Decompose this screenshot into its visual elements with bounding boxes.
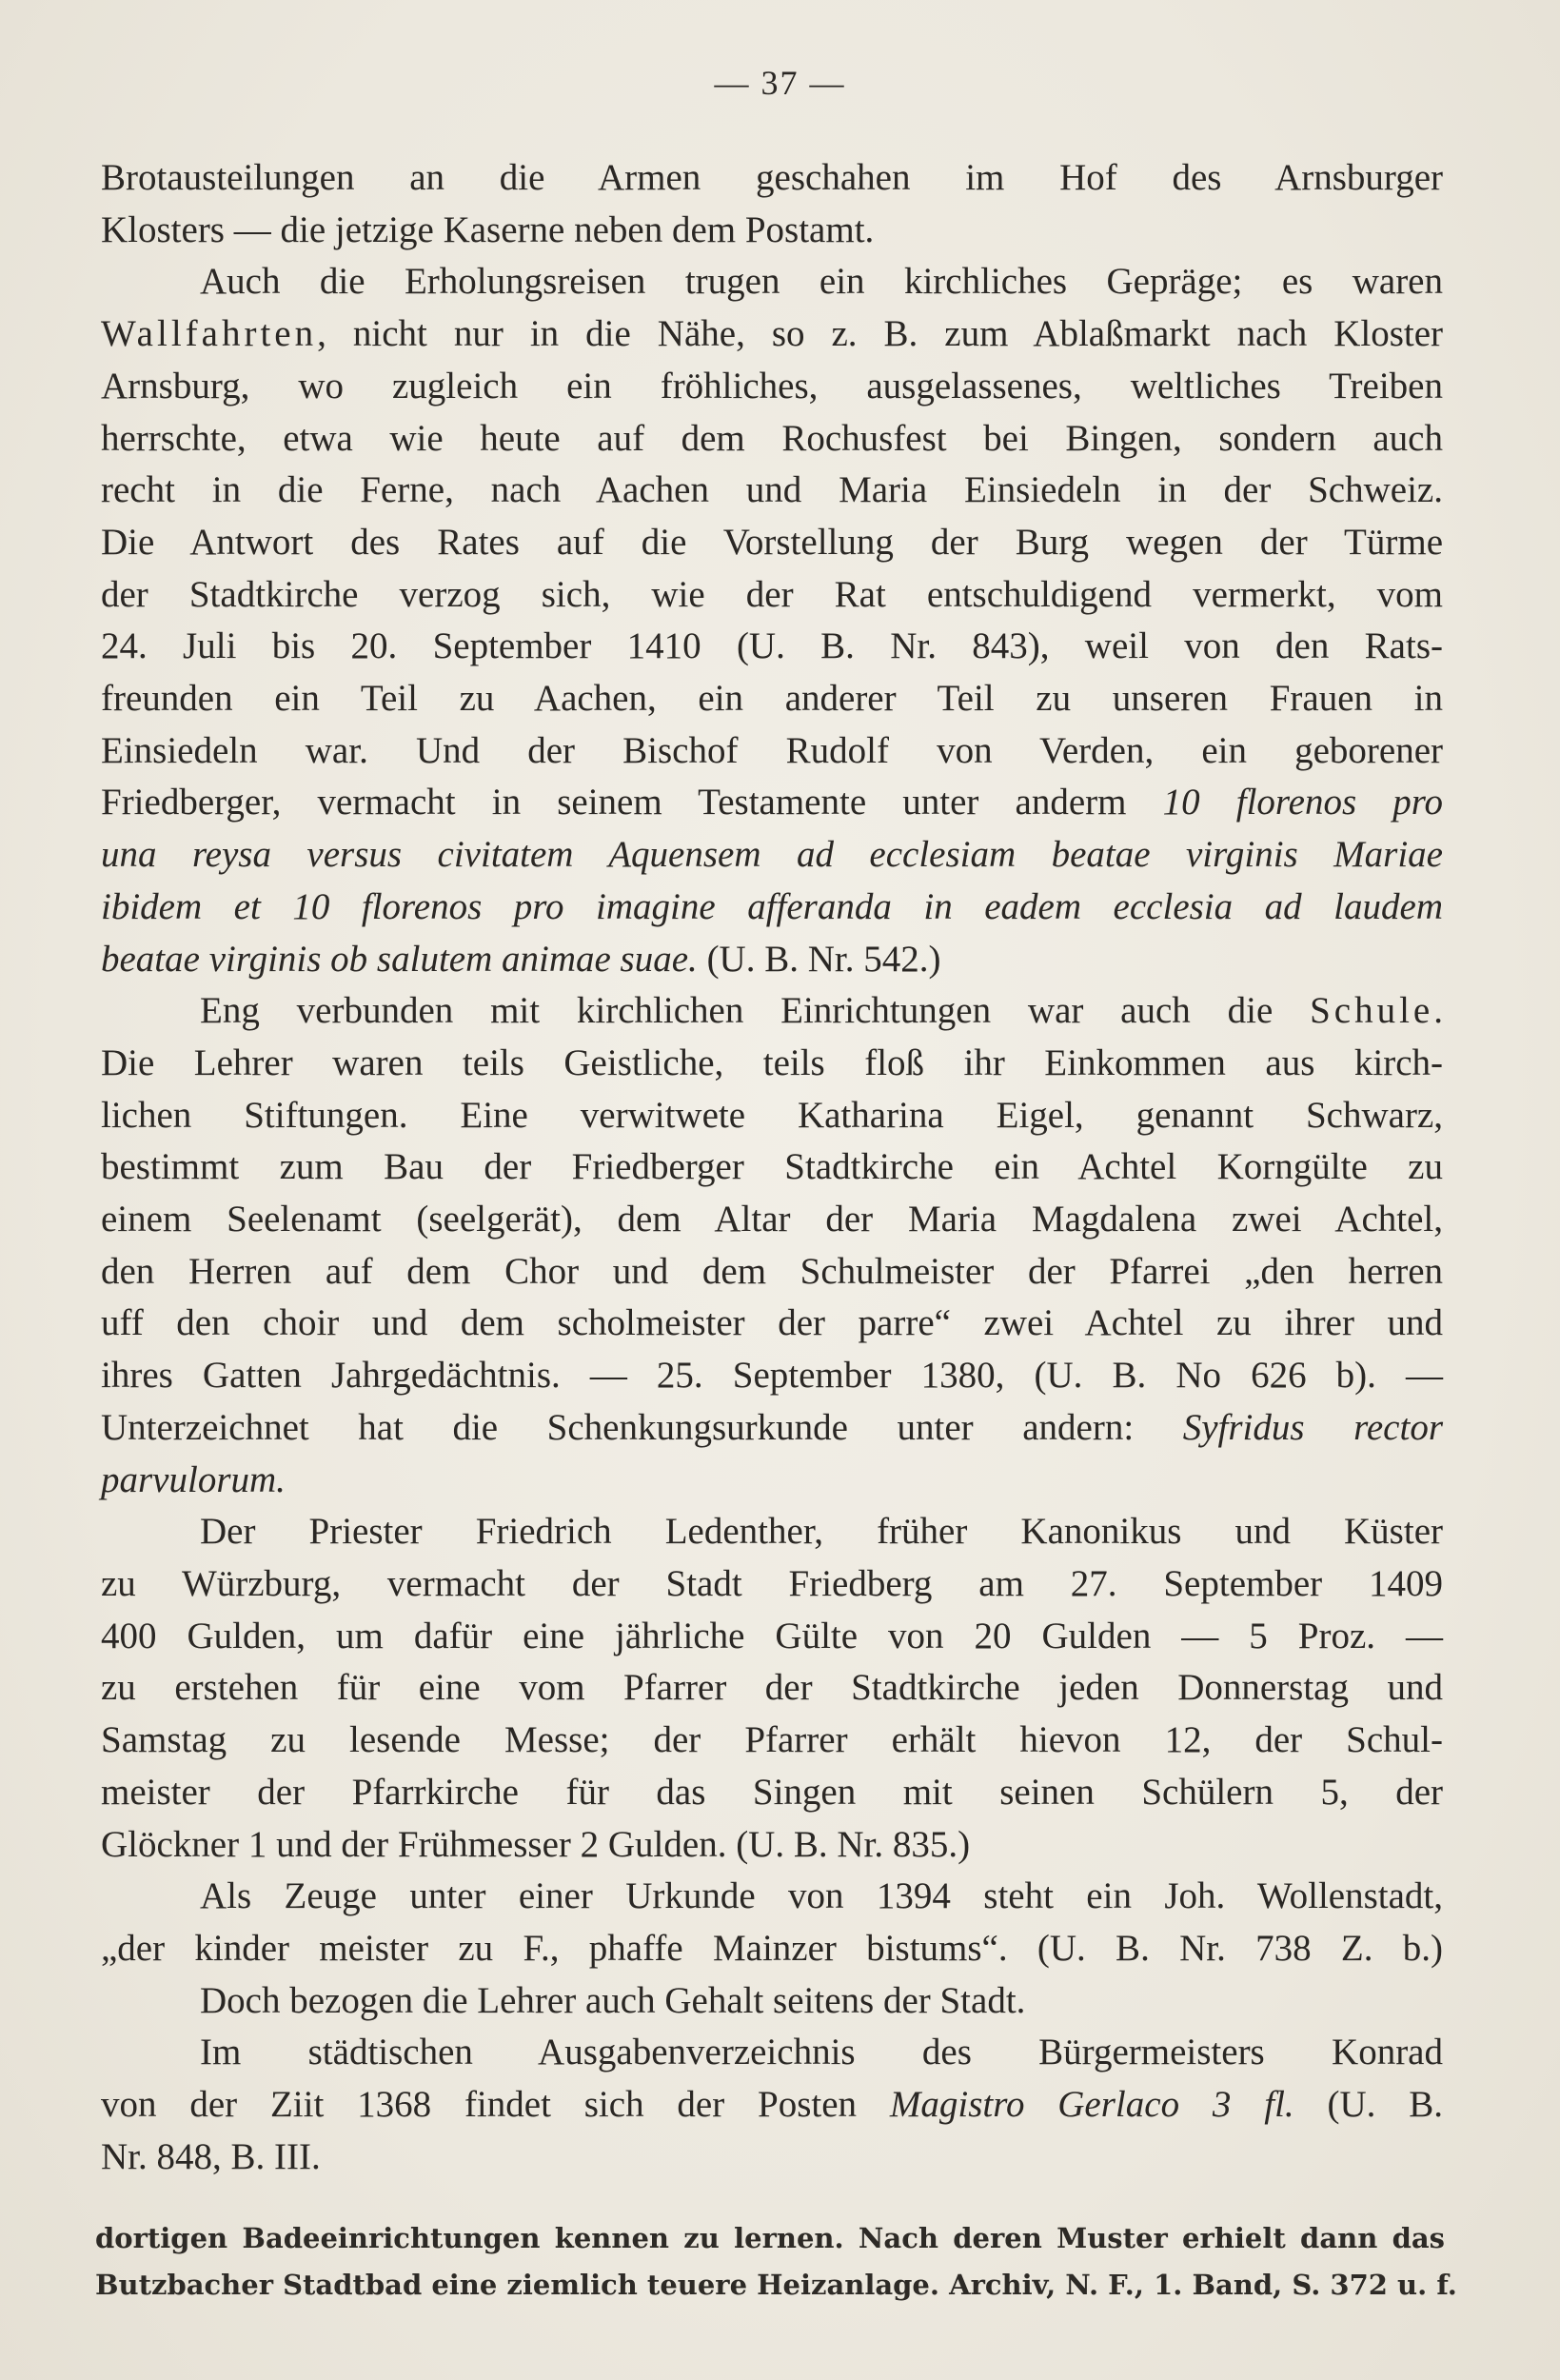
text-line: der Stadtkirche verzog sich, wie der Rat entschuldigend vermerkt, vom [101, 573, 1443, 615]
text-line: recht in die Ferne, nach Aachen und Maria Einsiedeln in der Schweiz. [101, 469, 1443, 511]
text-line: zu erstehen für eine vom Pfarrer der Stadtkirche jeden Donnerstag und [101, 1667, 1443, 1709]
text-line [101, 777, 1443, 829]
text-line [101, 308, 1443, 361]
text-line: ihres Gatten Jahrgedächtnis. — 25. September 1380, (U. B. No 626 b). — [101, 1355, 1443, 1397]
text-line [101, 882, 1443, 934]
latin-quote: una reysa versus civitatem Aquensem ad ecclesiam beatae virginis Mariae [101, 834, 1443, 876]
text-line: meister der Pfarrkirche für das Singen mit seinen Schülern 5, der [101, 1771, 1443, 1813]
text-fragment: Friedberger, vermacht in seinem Testamente unter anderm [101, 782, 1163, 823]
text-fragment: Eng verbunden mit kirchlichen Einrichtungen war auch die [200, 990, 1311, 1032]
text-line: Auch die Erholungsreisen trugen ein kirchliches Gepräge; es waren [200, 261, 1443, 303]
latin-quote: 10 florenos pro [1162, 782, 1443, 823]
paragraph-1 [101, 152, 1443, 256]
paragraph-4 [101, 1506, 1443, 1871]
text-line: Einsiedeln war. Und der Bischof Rudolf von Verden, ein geborener [101, 729, 1443, 771]
paragraph-7 [101, 2027, 1443, 2183]
latin-quote: ibidem et 10 florenos pro imagine afferanda in eadem ecclesia ad laudem [101, 885, 1443, 927]
text-line: Nr. 848, B. III. [101, 2135, 321, 2177]
citation: (U. B. [1293, 2084, 1443, 2126]
text-line: Doch bezogen die Lehrer auch Gehalt seitens der Stadt. [200, 1979, 1026, 2021]
footnote-line: Butzbacher Stadtbad eine ziemlich teuere Heizanlage. Archiv, N. F., 1. Band, S. 372 u. f. [95, 2269, 1457, 2301]
paragraph-5 [101, 1871, 1443, 1974]
text-line [101, 934, 1443, 986]
text-line [101, 1455, 1443, 1507]
text-line [101, 985, 1443, 1038]
page-number: — 37 — [714, 64, 846, 102]
latin-quote: beatae virginis ob salutem animae suae. [101, 938, 698, 980]
spaced-word: Schule [1310, 990, 1434, 1032]
text-fragment: von der Ziit 1368 findet sich der Posten [101, 2084, 890, 2126]
paragraph-3 [101, 985, 1443, 1506]
text-line: Arnsburg, wo zugleich ein fröhliches, ausgelassenes, weltliches Treiben [101, 365, 1443, 407]
text-line: Glöckner 1 und der Frühmesser 2 Gulden. (U. B. Nr. 835.) [101, 1823, 971, 1865]
text-fragment: , nicht nur in die Nähe, so z. B. zum Ablaßmarkt nach Kloster [317, 313, 1443, 355]
text-line [101, 2079, 1443, 2132]
text-line [101, 829, 1443, 882]
text-line: freunden ein Teil zu Aachen, ein anderer Teil zu unseren Frauen in [101, 678, 1443, 720]
text-line: Klosters — die jetzige Kaserne neben dem Postamt. [101, 208, 875, 250]
text-line: Samstag zu lesende Messe; der Pfarrer erhält hievon 12, der Schul- [101, 1719, 1443, 1761]
latin-quote: Syfridus rector [1182, 1406, 1443, 1448]
text-line: herrschte, etwa wie heute auf dem Rochusfest bei Bingen, sondern auch [101, 417, 1443, 459]
main-text [101, 152, 1443, 2183]
latin-quote: Magistro Gerlaco 3 fl. [889, 2084, 1294, 2126]
footnote [95, 2215, 1457, 2309]
paragraph-6 [101, 1975, 1443, 2028]
footnote-line: dortigen Badeeinrichtungen kennen zu lernen. Nach deren Muster erhielt dann das [95, 2222, 1445, 2254]
text-line: Die Antwort des Rates auf die Vorstellung der Burg wegen der Türme [101, 521, 1443, 563]
text-line [101, 1402, 1443, 1455]
text-line: 400 Gulden, um dafür eine jährliche Gülte von 20 Gulden — 5 Proz. — [101, 1615, 1443, 1656]
text-line: lichen Stiftungen. Eine verwitwete Katharina Eigel, genannt Schwarz, [101, 1094, 1443, 1136]
text-fragment: . [1433, 990, 1443, 1032]
latin-quote: parvulorum. [101, 1458, 286, 1500]
text-line: den Herren auf dem Chor und dem Schulmeister der Pfarrei „den herren [101, 1250, 1443, 1292]
spaced-word: Wallfahrten [101, 313, 318, 355]
text-line: einem Seelenamt (seelgerät), dem Altar der Maria Magdalena zwei Achtel, [101, 1199, 1443, 1240]
text-line: Brotausteilungen an die Armen geschahen im Hof des Arnsburger [101, 157, 1443, 198]
text-line: „der kinder meister zu F., phaffe Mainzer bistums“. (U. B. Nr. 738 Z. b.) [101, 1927, 1443, 1969]
text-fragment: Unterzeichnet hat die Schenkungsurkunde unter andern: [101, 1406, 1183, 1448]
text-line: Die Lehrer waren teils Geistliche, teils floß ihr Einkommen aus kirch- [101, 1041, 1443, 1083]
text-line: Als Zeuge unter einer Urkunde von 1394 steht ein Joh. Wollenstadt, [200, 1875, 1443, 1917]
paragraph-2 [101, 256, 1443, 985]
text-line: uff den choir und dem scholmeister der parre“ zwei Achtel zu ihrer und [101, 1302, 1443, 1344]
text-line: Der Priester Friedrich Ledenther, früher Kanonikus und Küster [200, 1511, 1443, 1553]
text-line: bestimmt zum Bau der Friedberger Stadtkirche ein Achtel Korngülte zu [101, 1146, 1443, 1188]
text-line: zu Würzburg, vermacht der Stadt Friedberg am 27. September 1409 [101, 1562, 1443, 1604]
text-line: 24. Juli bis 20. September 1410 (U. B. Nr. 843), weil von den Rats- [101, 625, 1443, 667]
citation: (U. B. Nr. 542.) [697, 938, 941, 980]
text-line: Im städtischen Ausgabenverzeichnis des Bürgermeisters Konrad [200, 2032, 1443, 2073]
